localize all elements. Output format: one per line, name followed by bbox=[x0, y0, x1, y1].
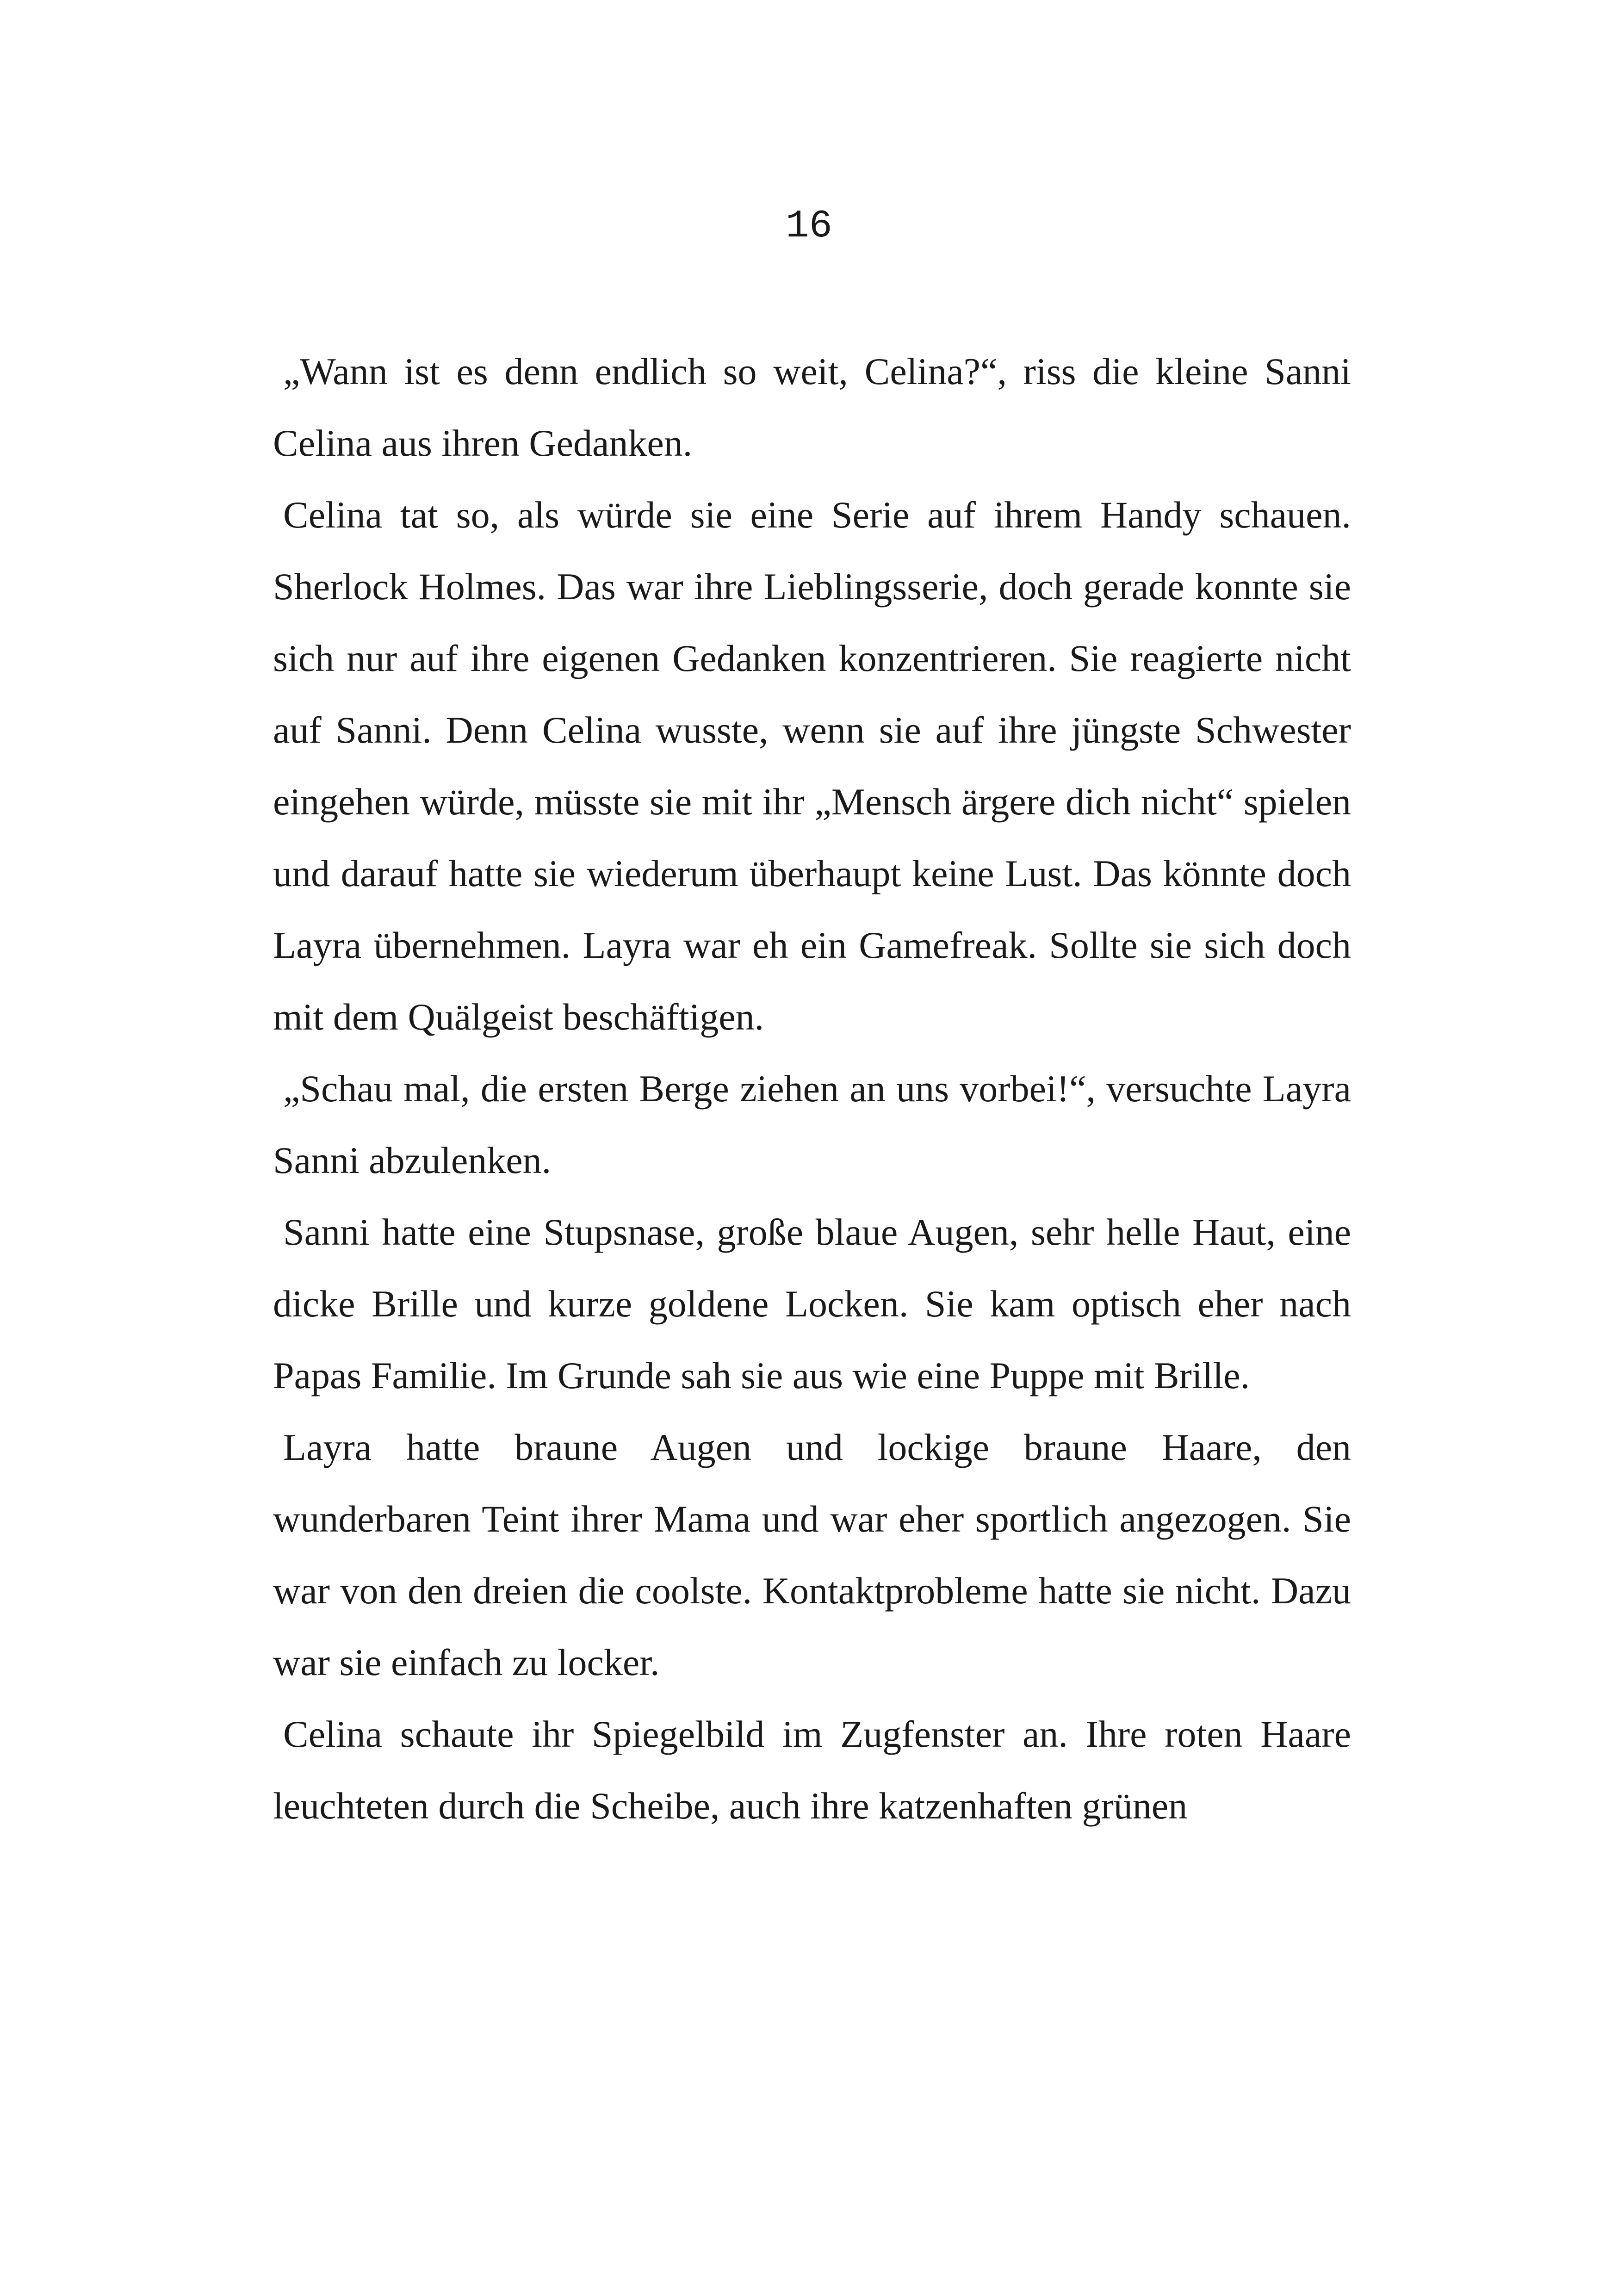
page-number: 16 bbox=[786, 205, 832, 248]
paragraph-3: „Schau mal, die ersten Berge ziehen an uns vorbei!“, versuchte Layra Sanni abzulenken. bbox=[273, 1067, 1351, 1181]
paragraph-5: Layra hatte braune Augen und lockige braune Haare, den wunderbaren Teint ihrer Mama und war eher sportlich angezogen. Sie war von den dreien die coolste. Kontaktprobleme hatte sie nicht. Dazu war sie einfach zu locker. bbox=[273, 1426, 1351, 1683]
paragraph-2: Celina tat so, als würde sie eine Serie auf ihrem Handy schauen. Sherlock Holmes. Das war ihre Lieblingsserie, doch gerade konnte sie sich nur auf ihre eigenen Gedanken konzentrieren. Sie reagierte nicht auf Sanni. Denn Celina wusste, wenn sie auf ihre jüngste Schwester eingehen würde, müsste sie mit ihr „Mensch ärgere dich nicht“ spielen und darauf hatte sie wiederum überhaupt keine Lust. Das könnte doch Layra übernehmen. Layra war eh ein Gamefreak. Sollte sie sich doch mit dem Quälgeist beschäftigen. bbox=[273, 494, 1351, 1038]
paragraph-1: „Wann ist es denn endlich so weit, Celina?“, riss die kleine Sanni Celina aus ihren Gedanken. bbox=[273, 350, 1351, 464]
paragraph-6: Celina schaute ihr Spiegelbild im Zugfenster an. Ihre roten Haare leuchteten durch die Scheibe, auch ihre katzenhaften grünen bbox=[273, 1713, 1351, 1827]
body-text bbox=[273, 335, 1351, 1842]
paragraph-4: Sanni hatte eine Stupsnase, große blaue Augen, sehr helle Haut, eine dicke Brille und kurze goldene Locken. Sie kam optisch eher nach Papas Familie. Im Grunde sah sie aus wie eine Puppe mit Brille. bbox=[273, 1211, 1351, 1396]
